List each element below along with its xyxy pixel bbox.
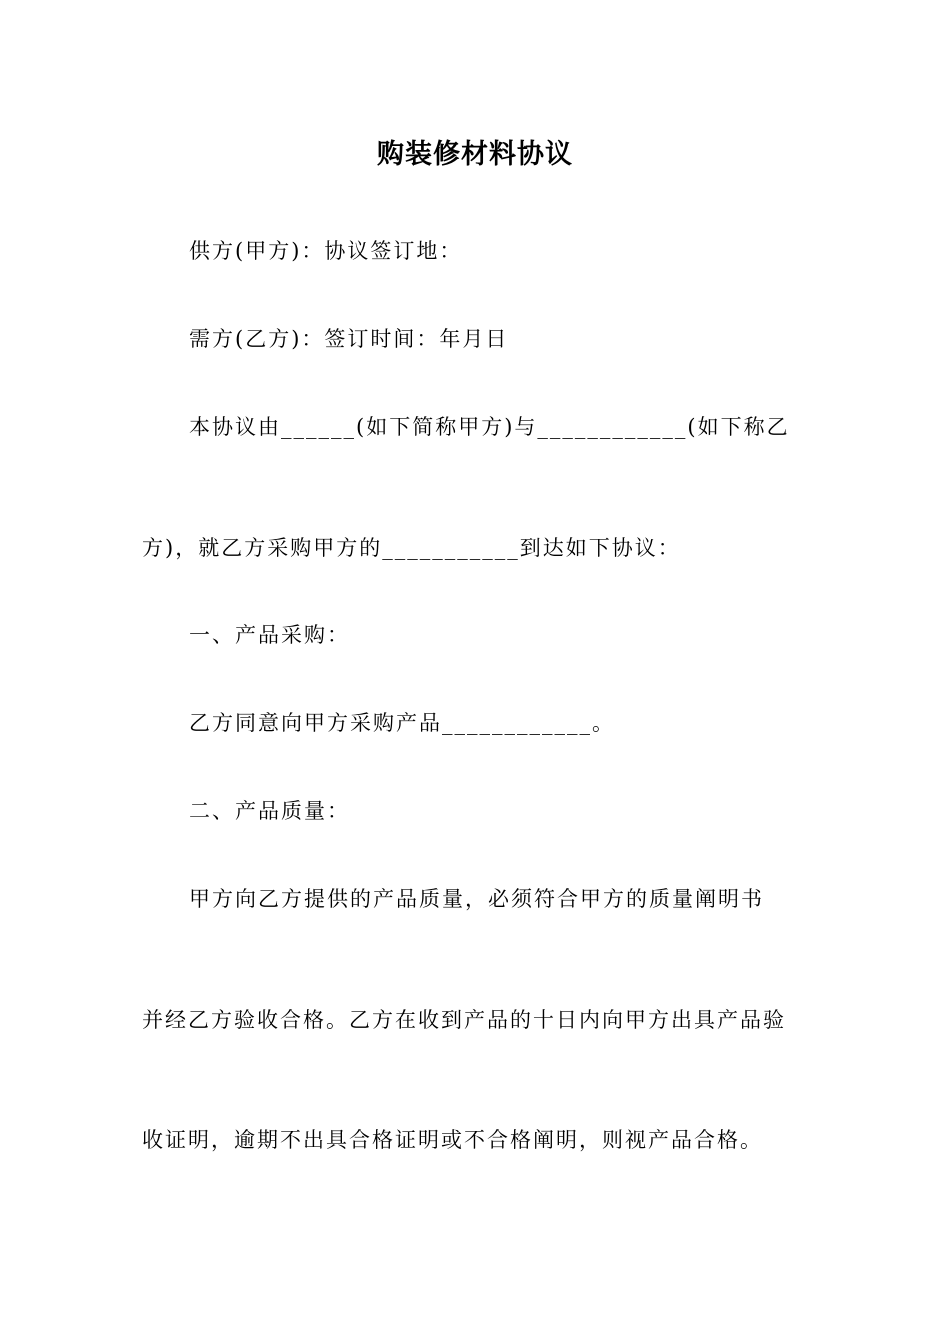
buyer-line: 需方(乙方)：签订时间：年月日 [189,327,509,351]
supplier-line: 供方(甲方)：协议签订地： [189,239,463,263]
section-heading-procurement: 一、产品采购： [189,623,350,647]
quality-text-line-1: 甲方向乙方提供的产品质量，必须符合甲方的质量阐明书 [189,887,764,911]
quality-text-line-2: 并经乙方验收合格。乙方在收到产品的十日内向甲方出具产品验 [142,1008,786,1032]
agreement-intro-line: 本协议由______(如下简称甲方)与____________(如下称乙 [189,415,790,439]
document-title: 购装修材料协议 [377,139,573,170]
section-heading-quality: 二、产品质量： [189,799,350,823]
quality-text-line-3: 收证明，逾期不出具合格证明或不合格阐明，则视产品合格。 [142,1128,763,1152]
procurement-text: 乙方同意向甲方采购产品____________。 [189,711,615,735]
agreement-intro-continued: 方)，就乙方采购甲方的___________到达如下协议： [142,536,681,560]
